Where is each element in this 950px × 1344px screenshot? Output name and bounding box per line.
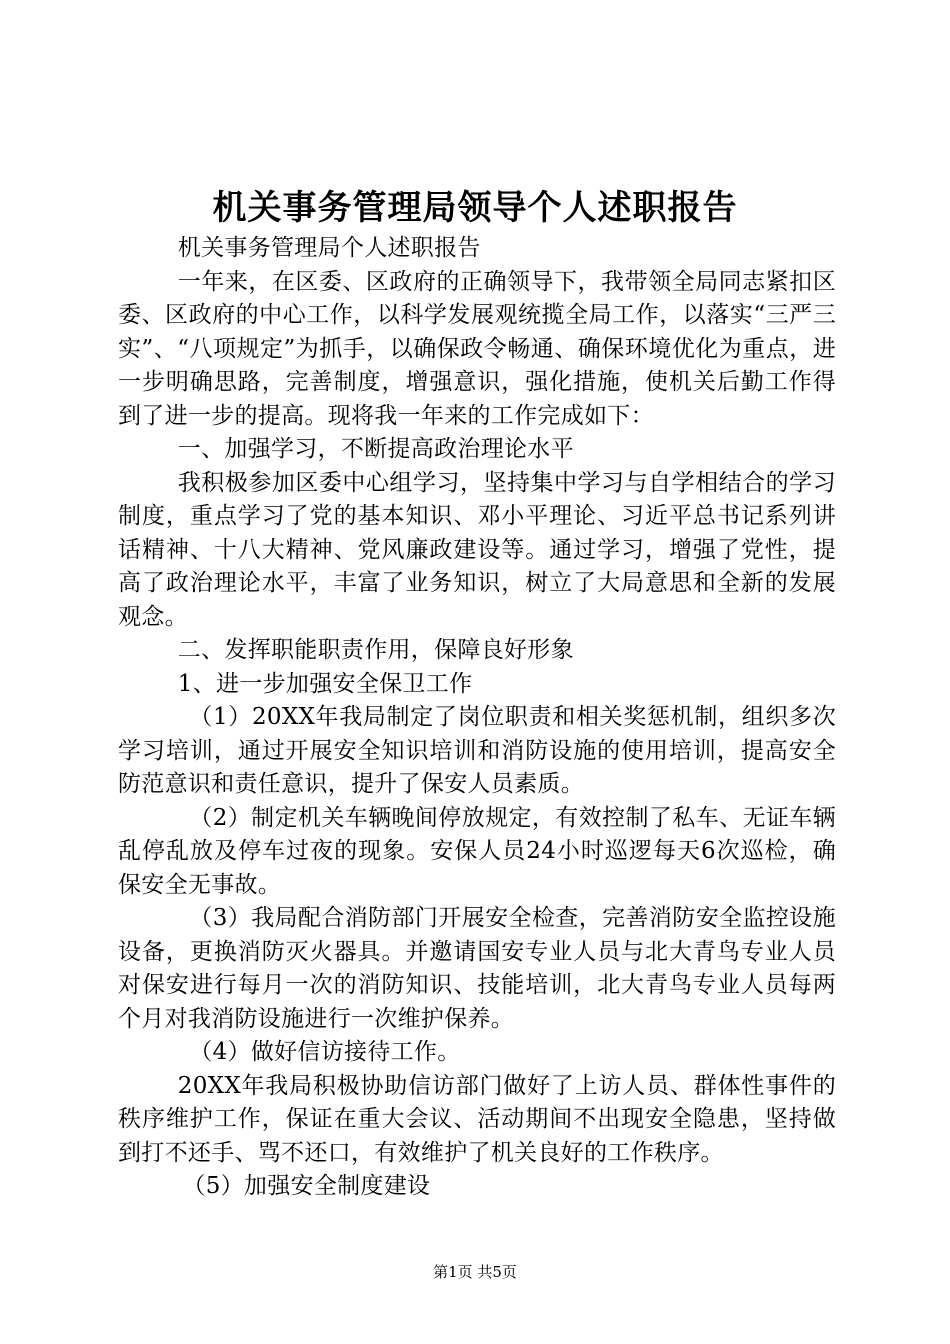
subtitle-paragraph: 机关事务管理局个人述职报告 <box>177 235 481 261</box>
study-paragraph: 我积极参加区委中心组学习，坚持集中学习与自学相结合的学习制度，重点学习了党的基本知识、邓小平理论、习近平总书记系列讲话精神、十八大精神、党风廉政建设等。通过学习，增强了党性，提高了政治理论水平，丰富了业务知识，树立了大局意思和全新的发展观念。 <box>118 469 836 630</box>
intro-paragraph: 一年来，在区委、区政府的正确领导下，我带领全局同志紧扣区委、区政府的中心工作，以科学发展观统揽全局工作，以落实“三严三实”、“八项规定”为抓手，以确保政令畅通、确保环境优化为重点，进一步明确思路，完善制度，增强意识，强化措施，使机关后勤工作得到了进一步的提高。现将我一年来的工作完成如下： <box>118 268 836 429</box>
document-body <box>118 232 836 1204</box>
document-title: 机关事务管理局领导个人述职报告 <box>212 188 738 228</box>
item-paragraph-1: （1）20XX年我局制定了岗位职责和相关奖惩机制，组织多次学习培训，通过开展安全知识培训和消防设施的使用培训，提高安全防范意识和责任意识，提升了保安人员素质。 <box>118 704 836 797</box>
item-paragraph-5: （5）加强安全制度建设 <box>182 1173 431 1199</box>
section-heading-2: 二、发挥职能职责作用，保障良好形象 <box>177 637 574 663</box>
item-paragraph-3: （3）我局配合消防部门开展安全检查，完善消防安全监控设施设备，更换消防灭火器具。并邀请国安专业人员与北大青鸟专业人员对保安进行每月一次的消防知识、技能培训，北大青鸟专业人员每两个月对我消防设施进行一次维护保养。 <box>118 905 836 1032</box>
subsection-heading-1: 1、进一步加强安全保卫工作 <box>177 670 473 697</box>
section-heading-1: 一、加强学习，不断提高政治理论水平 <box>177 436 574 462</box>
item-paragraph-4: （4）做好信访接待工作。 <box>189 1039 461 1065</box>
page-footer: 第1页 共5页 <box>433 1263 517 1281</box>
petition-paragraph: 20XX年我局积极协助信访部门做好了上访人员、群体性事件的秩序维护工作，保证在重大会议、活动期间不出现安全隐患，坚持做到打不还手、骂不还口，有效维护了机关良好的工作秩序。 <box>118 1072 836 1166</box>
item-paragraph-2: （2）制定机关车辆晚间停放规定，有效控制了私车、无证车辆乱停乱放及停车过夜的现象。安保人员24小时巡逻每天6次巡检，确保安全无事故。 <box>118 804 836 898</box>
